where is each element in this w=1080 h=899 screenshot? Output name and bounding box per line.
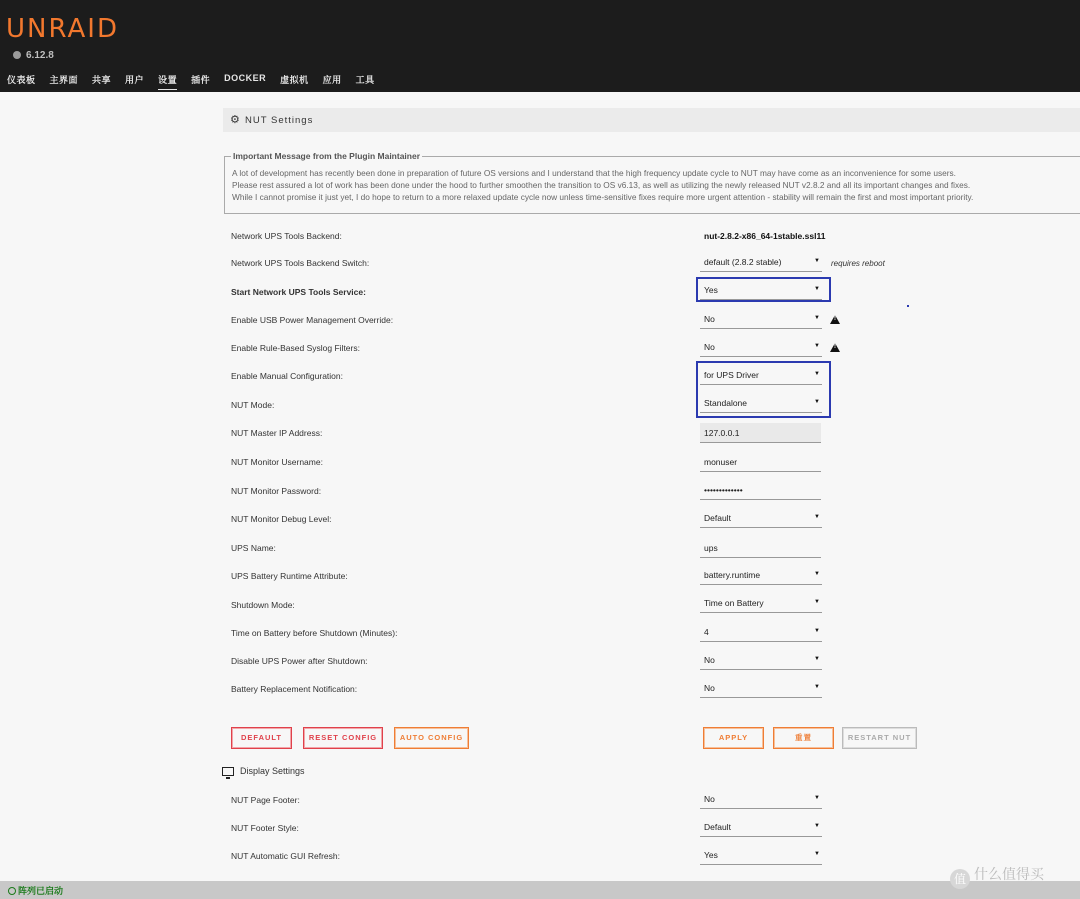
nav-main[interactable]: 主界面 [49, 75, 79, 85]
caret-down-icon: ▼ [814, 823, 820, 829]
nav-users[interactable]: 用户 [125, 75, 145, 85]
requires-reboot-hint: requires reboot [831, 259, 885, 268]
nav-apps[interactable]: 应用 [322, 75, 342, 85]
stray-dot [907, 305, 909, 307]
panel-title: NUT Settings [245, 115, 314, 126]
main-nav [7, 73, 389, 90]
select-value: No [704, 683, 715, 693]
disable-power-label: Disable UPS Power after Shutdown: [231, 656, 368, 666]
watermark-icon: 值 [950, 869, 970, 889]
caret-down-icon: ▼ [814, 371, 820, 377]
caret-down-icon: ▼ [814, 656, 820, 662]
nut-mode-label: NUT Mode: [231, 400, 275, 410]
caret-down-icon: ▼ [814, 599, 820, 605]
top-header [0, 0, 1080, 92]
panel-title-bar [223, 108, 1080, 132]
ups-name-field[interactable] [700, 538, 821, 558]
maintainer-notice [224, 151, 1080, 214]
caret-down-icon: ▼ [814, 628, 820, 634]
select-value: No [704, 655, 715, 665]
gui-refresh-select[interactable] [700, 847, 822, 865]
page-content [0, 92, 1080, 881]
version-label[interactable] [13, 50, 54, 61]
select-value: for UPS Driver [704, 370, 759, 380]
nav-dashboard[interactable]: 仪表板 [7, 75, 36, 85]
field-value: 127.0.0.1 [704, 428, 740, 438]
display-settings-title: Display Settings [240, 766, 305, 776]
caret-down-icon: ▼ [814, 851, 820, 857]
time-before-label: Time on Battery before Shutdown (Minutes): [231, 628, 398, 638]
nav-settings[interactable]: 设置 [158, 73, 177, 90]
nav-tools[interactable]: 工具 [355, 75, 375, 85]
select-value: Default [704, 513, 731, 523]
footer-style-label: NUT Footer Style: [231, 823, 299, 833]
select-value: Standalone [704, 398, 748, 408]
ups-name-label: UPS Name: [231, 543, 276, 553]
shutdown-mode-select[interactable] [700, 595, 822, 613]
backend-value: nut-2.8.2-x86_64-1stable.ssl11 [704, 231, 826, 241]
battery-notif-select[interactable] [700, 680, 822, 698]
page-footer-label: NUT Page Footer: [231, 795, 300, 805]
nav-vms[interactable]: 虚拟机 [280, 75, 309, 85]
debug-level-label: NUT Monitor Debug Level: [231, 514, 332, 524]
select-value: Yes [704, 285, 718, 295]
caret-down-icon: ▼ [814, 343, 820, 349]
unraid-logo[interactable]: UNRAID [6, 14, 119, 44]
select-value: No [704, 314, 715, 324]
caret-down-icon: ▼ [814, 514, 820, 520]
notice-text [232, 167, 973, 203]
caret-down-icon: ▼ [814, 795, 820, 801]
battery-notif-label: Battery Replacement Notification: [231, 684, 358, 694]
runtime-attr-select[interactable] [700, 567, 822, 585]
apply-button[interactable]: APPLY [703, 727, 764, 749]
caret-down-icon: ▼ [814, 258, 820, 264]
reset-config-button[interactable]: RESET CONFIG [303, 727, 383, 749]
field-value: monuser [704, 457, 738, 467]
notice-line: While I cannot promise it just yet, I do hope to return to a more relaxed update cycle now unless time-sensitive fixes require more urgent attention - stability will remain the first and most important priority. [232, 192, 974, 202]
select-value: battery.runtime [704, 570, 761, 580]
restart-nut-button: RESTART NUT [842, 727, 917, 749]
select-value: Default [704, 822, 731, 832]
manual-config-label: Enable Manual Configuration: [231, 371, 343, 381]
array-status-text: 阵列已启动 [18, 886, 64, 896]
info-icon [13, 51, 21, 59]
backend-switch-label: Network UPS Tools Backend Switch: [231, 258, 370, 268]
caret-down-icon: ▼ [814, 315, 820, 321]
field-value: ups [704, 543, 718, 553]
warning-icon[interactable]: ! [830, 315, 840, 324]
reset-cn-button[interactable]: 重置 [773, 727, 834, 749]
password-label: NUT Monitor Password: [231, 486, 322, 496]
backend-switch-select[interactable] [700, 254, 822, 272]
disable-power-select[interactable] [700, 652, 822, 670]
watermark-text: 什么值得买 [974, 866, 1044, 882]
time-before-select[interactable] [700, 624, 822, 642]
default-button[interactable]: DEFAULT [231, 727, 292, 749]
usb-override-label: Enable USB Power Management Override: [231, 315, 394, 325]
select-value: No [704, 342, 715, 352]
gui-refresh-label: NUT Automatic GUI Refresh: [231, 851, 340, 861]
nav-docker[interactable]: DOCKER [224, 73, 267, 83]
gear-icon: ⚙ [230, 114, 240, 126]
password-field[interactable] [700, 480, 821, 500]
notice-line: Please rest assured a lot of work has been done under the hood to further smoothen the transition to OS v6.13, as well as utilizing the newly released NUT v2.8.2 and all its important changes and fixes. [232, 180, 971, 190]
field-value: ••••••••••••• [704, 485, 743, 495]
caret-down-icon: ▼ [814, 571, 820, 577]
select-value: Yes [704, 850, 718, 860]
monitor-icon [222, 767, 234, 776]
syslog-label: Enable Rule-Based Syslog Filters: [231, 343, 360, 353]
master-ip-label: NUT Master IP Address: [231, 428, 323, 438]
caret-down-icon: ▼ [814, 399, 820, 405]
nav-shares[interactable]: 共享 [92, 75, 112, 85]
username-field[interactable] [700, 452, 821, 472]
backend-label: Network UPS Tools Backend: [231, 231, 342, 241]
username-label: NUT Monitor Username: [231, 457, 323, 467]
caret-down-icon: ▼ [814, 286, 820, 292]
usb-override-select[interactable] [700, 311, 822, 329]
footer-style-select[interactable] [700, 819, 822, 837]
notice-line: A lot of development has recently been done in preparation of future OS versions and I understand that the high frequency update cycle to NUT may have come as an inconvenience for some users. [232, 168, 956, 178]
watermark [950, 864, 1044, 889]
auto-config-button[interactable]: AUTO CONFIG [394, 727, 469, 749]
status-icon [8, 887, 16, 895]
highlight-box [696, 361, 831, 418]
warning-icon[interactable]: ! [830, 343, 840, 352]
master-ip-field[interactable] [700, 423, 821, 443]
start-service-label: Start Network UPS Tools Service: [231, 287, 366, 297]
select-value: No [704, 794, 715, 804]
debug-level-select[interactable] [700, 510, 822, 528]
runtime-attr-label: UPS Battery Runtime Attribute: [231, 571, 348, 581]
select-value: default (2.8.2 stable) [704, 257, 782, 267]
syslog-select[interactable] [700, 339, 822, 357]
array-status [8, 884, 63, 897]
notice-legend: Important Message from the Plugin Maintainer [233, 151, 421, 161]
select-value: 4 [704, 627, 709, 637]
nav-plugins[interactable]: 插件 [191, 75, 211, 85]
page-footer-select[interactable] [700, 791, 822, 809]
highlight-box [696, 277, 831, 302]
shutdown-mode-label: Shutdown Mode: [231, 600, 295, 610]
caret-down-icon: ▼ [814, 684, 820, 690]
version-number: 6.12.8 [26, 50, 54, 61]
status-bar [0, 881, 1080, 899]
select-value: Time on Battery [704, 598, 764, 608]
